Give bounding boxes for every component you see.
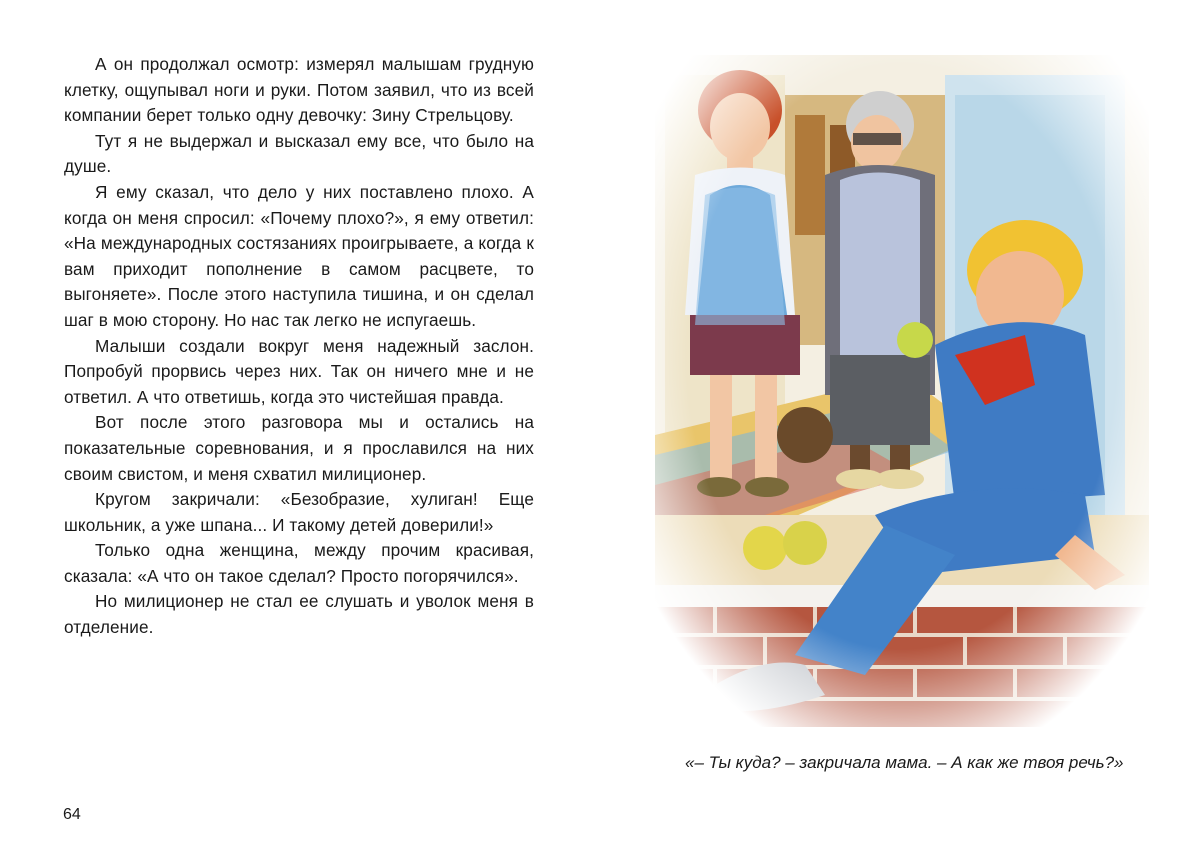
paragraph: Я ему сказал, что дело у них поставлено плохо. А когда он меня спросил: «Почему плохо?», я ему ответил: «На международных состязаниях проигрываете, а когда к вам приходит пополнение в самом расцвете, то выгоняете». После этого наступила тишина, и он сделал шаг в мою сторону. Но нас так легко не испугаешь. xyxy=(64,181,534,330)
paragraph: Тут я не выдержал и высказал ему все, что было на душе. xyxy=(64,130,534,177)
paragraph: Только одна женщина, между прочим красивая, сказала: «А что он такое сделал? Просто погорячился». xyxy=(64,540,534,586)
paragraph: Кругом закричали: «Безобразие, хулиган! Еще школьник, а уже шпана... И такому детей доверили!» xyxy=(64,489,534,535)
paragraph: А он продолжал осмотр: измерял малышам грудную клетку, ощупывал ноги и руки. Потом заявил, что из всей компании берет только одну девочку: Зину Стрельцову. xyxy=(64,54,534,126)
paragraph: Но милиционер не стал ее слушать и уволок меня в отделение. xyxy=(64,591,534,638)
page-number: 64 xyxy=(63,806,81,823)
paragraph: Вот после этого разговора мы и остались на показательные соревнования, и я прославился на них своим свистом, и меня схватил милиционер. xyxy=(64,412,534,484)
paragraph: Малыши создали вокруг меня надежный заслон. Попробуй прорвись через них. Так он ничего мне и не ответил. А что ответишь, когда это чистейшая правда. xyxy=(64,335,534,407)
illustration xyxy=(655,55,1149,727)
left-page-text xyxy=(64,52,534,641)
illustration-caption: «– Ты куда? – закричала мама. – А как же твоя речь?» xyxy=(685,753,1124,772)
